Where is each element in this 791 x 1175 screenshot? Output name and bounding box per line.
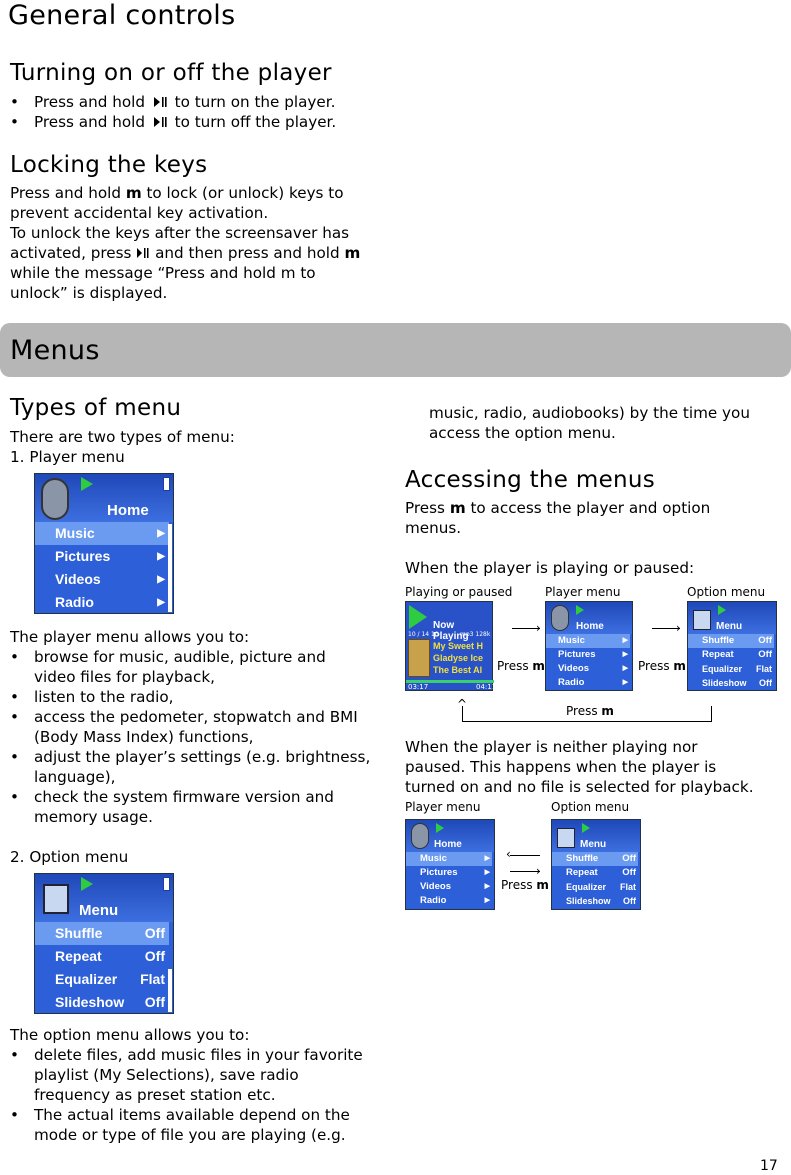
locking-text: Press and hold m to lock (or unlock) keys to prevent accidental key activation. To unlock the keys after the screensaver has activated, press and then press and hold m while the message “Press and hold m to unlock” is displayed. <box>10 184 361 302</box>
menu-item-music: Music ▶ <box>406 852 492 866</box>
types-title: Types of menu <box>10 395 182 421</box>
now-playing-title: Now Playing <box>433 620 469 642</box>
option-item-equalizer: Equalizer Flat <box>566 882 636 892</box>
list-item: • The actual items available depend on the <box>10 1106 350 1124</box>
menu-icon <box>43 884 69 914</box>
option-menu-screen-small-2 <box>551 819 641 910</box>
menu-item-radio: Radio ▶ <box>558 677 628 688</box>
menu-item-radio: Radio ▶ <box>420 895 490 906</box>
menu-item-videos: Videos ▶ <box>558 663 628 674</box>
play-pause-icon <box>150 96 170 108</box>
press-m-label: Press m <box>501 878 549 892</box>
option-item-slideshow: Slideshow Off <box>55 994 165 1010</box>
list-item: • Press and hold to turn off the player. <box>10 113 337 131</box>
option-item-repeat: Repeat Off <box>55 948 165 964</box>
player-desc: The player menu allows you to: <box>10 628 250 646</box>
player-menu-screen <box>34 473 174 614</box>
player-menu-screen-small-2 <box>405 819 495 910</box>
menu-icon <box>693 610 711 630</box>
option-menu-screen <box>34 873 174 1014</box>
menu-item-pictures: Pictures ▶ <box>55 548 165 564</box>
home-title: Home <box>107 502 149 519</box>
elapsed-time: 03:17 <box>408 683 429 691</box>
option-item-shuffle: Shuffle Off <box>688 634 774 648</box>
player-icon <box>411 823 429 849</box>
menu-item-music: Music ▶ <box>35 522 169 545</box>
item-player-menu: 1. Player menu <box>10 448 125 466</box>
play-pause-icon <box>150 116 170 128</box>
list-item: • access the pedometer, stopwatch and BMI <box>10 708 358 726</box>
list-item: playlist (My Selections), save radio <box>34 1066 299 1084</box>
option-item-slideshow: Slideshow Off <box>566 896 636 906</box>
menu-icon <box>557 828 575 848</box>
play-pause-icon <box>136 247 150 259</box>
menu-item-radio: Radio ▶ <box>55 594 165 610</box>
turning-title: Turning on or off the player <box>10 60 332 86</box>
option-menu-screen-small <box>687 601 777 691</box>
player-icon <box>41 478 69 520</box>
option-item-repeat: Repeat Off <box>566 867 636 878</box>
option-item-shuffle: Shuffle Off <box>35 922 169 945</box>
menu-title: Menu <box>79 902 119 919</box>
list-item: • browse for music, audible, picture and <box>10 648 326 666</box>
menu-title: Menu <box>580 839 607 850</box>
accessing-title: Accessing the menus <box>405 467 656 493</box>
arrow-head: ^ <box>457 697 468 711</box>
menu-item-pictures: Pictures ▶ <box>558 649 628 660</box>
list-item: video files for playback, <box>34 668 215 686</box>
arrow-head: › <box>536 864 541 878</box>
player-menu-screen-small <box>545 601 633 691</box>
press-m-label: Press m <box>566 704 614 718</box>
list-item: frequency as preset station etc. <box>34 1086 276 1104</box>
menus-banner <box>0 323 791 377</box>
caption-option: Option menu <box>687 585 766 599</box>
caption-playing: Playing or paused <box>405 585 513 599</box>
menu-item-music: Music ▶ <box>546 634 630 648</box>
menu-item-videos: Videos ▶ <box>55 571 165 587</box>
arrow-head: › <box>536 621 541 635</box>
play-icon <box>81 477 93 491</box>
home-title: Home <box>576 621 604 632</box>
arrow-head: ‹ <box>506 847 511 861</box>
caption-player: Player menu <box>545 585 621 599</box>
page-number: 17 <box>760 1158 778 1174</box>
list-item: • Press and hold to turn on the player. <box>10 93 336 111</box>
banner-title: Menus <box>10 335 100 366</box>
locking-title: Locking the keys <box>10 152 208 178</box>
arrow-left <box>510 855 540 856</box>
when-playing: When the player is playing or paused: <box>405 559 695 577</box>
play-icon <box>409 605 427 629</box>
list-item: mode or type of file you are playing (e.g. <box>34 1126 346 1144</box>
battery-icon <box>163 477 170 491</box>
menu-item-pictures: Pictures ▶ <box>420 867 490 878</box>
option-item-equalizer: Equalizer Flat <box>702 664 772 674</box>
list-item: (Body Mass Index) functions, <box>34 728 254 746</box>
play-icon <box>718 605 726 615</box>
list-item: • listen to the radio, <box>10 688 174 706</box>
option-item-shuffle: Shuffle Off <box>552 852 638 866</box>
format-info: mp3 128k <box>460 631 491 638</box>
scrollbar <box>168 969 172 1012</box>
list-item: • check the system firmware version and <box>10 788 334 806</box>
now-playing-screen <box>405 601 497 691</box>
when-idle: When the player is neither playing nor paused. This happens when the player is turned on and no file is selected for playback. <box>405 738 754 796</box>
menu-title: Menu <box>716 621 743 632</box>
list-item: • delete files, add music files in your favorite <box>10 1046 363 1064</box>
option-item-slideshow: Slideshow Off <box>702 678 772 688</box>
press-m-label: Press m <box>638 659 686 673</box>
item-option-menu: 2. Option menu <box>10 848 129 866</box>
play-icon <box>576 605 584 615</box>
caption-player-2: Player menu <box>405 800 481 814</box>
scrollbar <box>168 524 172 612</box>
play-icon <box>582 823 590 833</box>
track-count: 10 / 14 10 <box>408 631 439 638</box>
option-desc: The option menu allows you to: <box>10 1026 250 1044</box>
arrow-head: › <box>676 621 681 635</box>
player-icon <box>551 605 569 631</box>
total-time: 04:11 <box>476 683 497 691</box>
types-intro: There are two types of menu: <box>10 428 235 446</box>
menu-item-videos: Videos ▶ <box>420 881 490 892</box>
home-title: Home <box>434 839 462 850</box>
list-item: language), <box>34 768 116 786</box>
accessing-text: Press m to access the player and option menus. <box>405 499 711 537</box>
list-item: • adjust the player’s settings (e.g. brightness, <box>10 748 371 766</box>
battery-icon <box>163 877 170 891</box>
press-m-label: Press m <box>497 659 545 673</box>
page-header: General controls <box>8 0 236 31</box>
caption-option-2: Option menu <box>551 800 630 814</box>
option-item-repeat: Repeat Off <box>702 649 772 660</box>
album-art <box>408 639 430 677</box>
list-item: memory usage. <box>34 808 153 826</box>
play-icon <box>81 877 93 891</box>
play-icon <box>436 823 444 833</box>
track-info: My Sweet H Gladyse Ice The Best Al <box>433 641 484 675</box>
option-item-equalizer: Equalizer Flat <box>55 971 165 987</box>
continuation-text: music, radio, audiobooks) by the time you access the option menu. <box>429 404 750 442</box>
